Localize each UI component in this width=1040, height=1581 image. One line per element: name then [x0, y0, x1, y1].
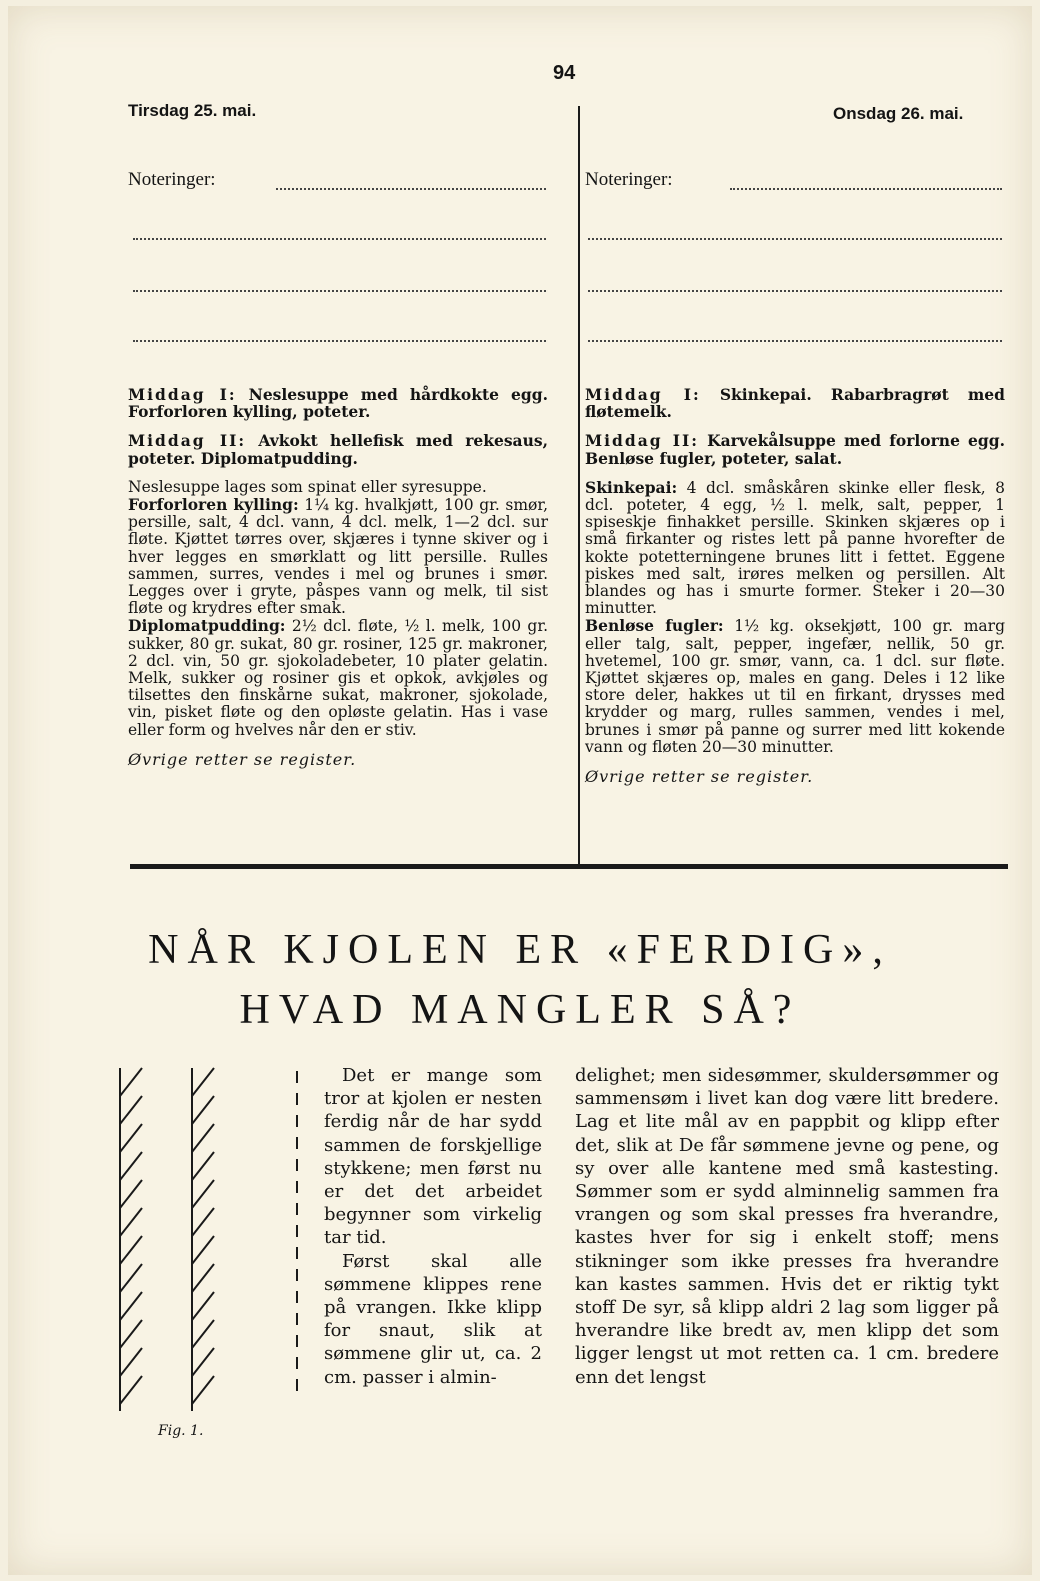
left-notes-line-3: [133, 290, 546, 292]
left-date: Tirsdag 25. mai.: [128, 101, 257, 120]
article-col-2: delighet; men sidesømmer, skuldersømmer og sammensøm i livet kan dog være litt bredere. Lag et lite mål av en pappbit og klipp efter det, slik at De får sømmene jevne og pene, og sy over alle kantene med små kastesting. Sømmer som er sydd alminnelig sammen fra vrangen og som skal presses fra hverandre, kastes hver for sig i enkelt stoff; mens stikninger som ikke presses fra hverandre kan kastes sammen. Hvis det er riktig tykt stoff De syr, så klipp aldri 2 lag som ligger på hverandre like bredt av, men klipp det som ligger lengst ut mot retten ca. 1 cm. bredere enn det lengst: [575, 1065, 999, 1388]
right-notes-line-3: [588, 290, 1002, 292]
headline-line-2: HVAD MANGLER SÅ?: [239, 987, 801, 1033]
right-ovrige: Øvrige retter se register.: [585, 767, 814, 787]
left-p3: Diplomatpudding: 2½ dcl. fløte, ½ l. melk, 100 gr. sukker, 80 gr. sukat, 80 gr. rosiner, 125 gr. makroner, 2 dcl. vin, 50 gr. sjokoladebeter, 10 plater gelatin. Melk, sukker og rosiner gis et opkok, avkjøles og tilsettes den finskårne sukat, makroner, sjokolade, vin, pisket fløte og den opløste gelatin. Has i vase eller form og hvelves når den er stiv.: [128, 616, 548, 739]
right-p2: Benløse fugler: 1½ kg. oksekjøtt, 100 gr. marg eller talg, salt, pepper, ingefær, nellik, 50 gr. hvetemel, 100 gr. smør, vann, ca. 1 dcl. sur fløte. Kjøttet skjæres op, males en gang. Deles i 12 like store deler, hakkes ut til en firkant, drysses med krydder og marg, rulles sammen, vendes i mel, brunes i smør på panne og surrer med litt kokende vann og fløten 20—30 minutter.: [585, 616, 1005, 756]
right-middag-1: Middag I: Skinkepai. Rabarbragrøt med fløtemelk.: [585, 385, 1005, 422]
article-col-1: [324, 1064, 542, 1389]
right-notes-label: Noteringer:: [585, 169, 673, 190]
left-notes-line-2: [133, 238, 546, 240]
seam-figure: [108, 1056, 323, 1426]
article-col-1-p1: Det er mange som tror at kjolen er nesten ferdig når de har sydd sammen de forskjellige stykkene; men først nu er det det arbeidet begynner som virkelig tar tid.: [324, 1065, 542, 1249]
left-ovrige: Øvrige retter se register.: [128, 749, 357, 769]
left-notes-line-4: [133, 340, 546, 342]
left-recipes: [128, 386, 548, 768]
left-notes-label: Noteringer:: [128, 169, 216, 190]
right-date: Onsdag 26. mai.: [833, 104, 964, 123]
left-p2: Forforloren kylling: 1¼ kg. hvalkjøtt, 100 gr. smør, persille, salt, 4 dcl. vann, 4 dcl. melk, 1—2 dcl. sur fløte. Kjøttet tørres over, skjæres i tynne skiver og i hver legges en smørklatt og litt persille. Rulles sammen, surres, vendes i mel og brunes i smør. Legges over i gryte, påspes vann og melk, til sist fløte og krydres efter smak.: [128, 495, 549, 618]
left-p1: Neslesuppe lages som spinat eller syresuppe.: [128, 477, 487, 496]
right-notes-line-4: [588, 340, 1002, 342]
left-notes-line-1: [276, 188, 546, 190]
right-p1: Skinkepai: 4 dcl. småskåren skinke eller flesk, 8 dcl. poteter, 4 egg, ½ l. melk, salt, pepper, 1 spiseskje finhakket persille. Skinken skjæres op i små firkanter og ristes lett på panne hvorefter de kokte potetterningene brunes litt i fettet. Eggene piskes med salt, irøres melken og persillen. Alt blandes og has i smurte former. Steker i 20—30 minutter.: [585, 477, 1005, 618]
article-col-1-p2: Først skal alle sømmene klippes rene på vrangen. Ikke klipp for snaut, slik at sømmene glir ut, ca. 2 cm. passer i almin-: [324, 1250, 542, 1388]
headline-line-1: NÅR KJOLEN ER «FERDIG»,: [148, 927, 892, 973]
right-recipes: [585, 386, 1005, 785]
left-middag-1: Middag I: Neslesuppe med hårdkokte egg. Forforloren kylling, poteter.: [128, 385, 548, 422]
left-middag-2: Middag II: Avkokt hellefisk med rekesaus, poteter. Diplomatpudding.: [128, 431, 548, 468]
page: [8, 6, 1032, 1575]
right-notes-line-1: [730, 188, 1002, 190]
right-middag-2: Middag II: Karvekålsuppe med forlorne egg. Benløse fugler, poteter, salat.: [585, 431, 1005, 468]
section-rule: [130, 864, 1008, 869]
right-notes-line-2: [588, 238, 1002, 240]
page-number: 94: [553, 62, 576, 84]
figure-caption: Fig. 1.: [158, 1423, 204, 1439]
column-divider: [578, 106, 580, 866]
